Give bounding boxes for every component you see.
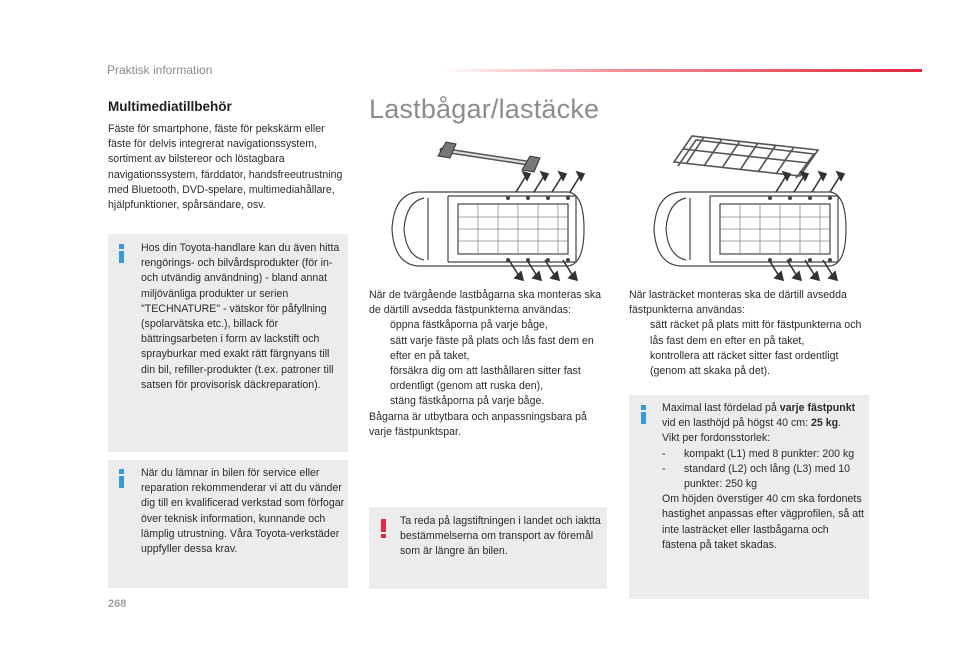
info-icon — [119, 244, 125, 263]
list-item: öppna fästkåporna på varje båge, — [390, 319, 548, 332]
list-item: - kompakt (L1) med 8 punkter: 200 kg — [662, 447, 855, 460]
roof-rack-instructions — [629, 288, 869, 379]
info-box-service-text: När du lämnar in bilen för service eller reparation rekommenderar vi att du vänder dig till en kvalificerad verkstad som förfogar över teknisk information, kunnande och lämplig utrustning. Våra Toyota-verkstäder uppfyller dessa krav. — [141, 467, 345, 556]
info-icon — [119, 469, 125, 488]
arrows-top-rack — [770, 170, 846, 194]
page-title: Lastbågar/lastäcke — [369, 94, 600, 124]
list-item: stäng fästkåporna på varje båge. — [390, 395, 545, 408]
info-icon — [641, 405, 647, 424]
list-item: sätt räcket på plats mitt för fästpunkterna och lås fast dem en efter en på taket, — [650, 319, 862, 347]
list-item: kontrollera att räcket sitter fast ordentligt (genom att skaka på det). — [650, 349, 839, 378]
header-rule — [440, 69, 922, 72]
info-box-load — [629, 395, 869, 599]
list-item: sätt varje fäste på plats och lås fast dem en efter en på taket, — [390, 334, 594, 362]
roof-bars-outro: Bågarna är utbytbara och anpassningsbara på varje fästpunktspar. — [369, 410, 587, 438]
multimedia-heading: Multimediatillbehör — [108, 99, 232, 114]
multimedia-intro: Fäste för smartphone, fäste för pekskärm eller fäste för delvis integrerat navigationssystem, sortiment av bilstereor och löstagbara navigationssystem, färddator, handsfreeutrustning med Bluetooth, DVD-spelare, multimediahållare, hjälpfunktioner, spårsändare, osv. — [108, 123, 343, 212]
warning-text: Ta reda på lagstiftningen i landet och iaktta bestämmelserna om transport av föremål som är längre än bilen. — [400, 515, 601, 558]
section-title: Praktisk information — [107, 63, 213, 77]
page-number: 268 — [108, 598, 127, 610]
arrows-bottom-rack — [765, 258, 845, 282]
roof-bars-intro: När de tvärgående lastbågarna ska monteras ska de därtill avsedda fästpunkterna användas: — [369, 289, 602, 317]
warning-icon — [381, 519, 387, 538]
info-box-load-text: Maximal last fördelad på varje fästpunkt vid en lasthöjd på högst 40 cm: 25 kg. Vikt per fordonsstorlek: - kompakt (L1) med 8 punkter: 200 kg - standard (L2) och lång (L3) med 10 punkter: 250 kg Om höjden överstiger 40 cm ska fordonets hastighet anpassas efter vägprofilen, så att inte lasträcket eller lastbågarna och fästena på taket skadas. — [662, 402, 864, 551]
list-item: - standard (L2) och lång (L3) med 10 punkter: 250 kg — [662, 462, 851, 491]
info-box-products — [108, 234, 348, 452]
roof-bars-instructions — [369, 288, 611, 440]
info-box-products-text: Hos din Toyota-handlare kan du även hitta rengörings- och bilvårdsprodukter (för in- och utvändig användning) - bland annat miljövänliga produkter ur serien "TECHNATURE" - vätskor för påfyllning (spolarvätska etc.), billack för bättringsarbeten i form av lackstift och sprayburkar med exakt rätt färgnyans till din bil, refiller-produkter (t.ex. patroner till satsen för provisorisk däckreparation). — [141, 242, 340, 391]
arrows-bottom-bars — [505, 258, 585, 282]
roof-rack-intro: När lasträcket monteras ska de därtill avsedda fästpunkterna användas: — [629, 289, 847, 317]
info-box-service — [108, 460, 348, 588]
arrows-top-bars — [510, 170, 586, 194]
list-item: försäkra dig om att lasthållaren sitter fast ordentligt (genom att ruska den), — [390, 365, 581, 393]
warning-box — [369, 507, 607, 589]
